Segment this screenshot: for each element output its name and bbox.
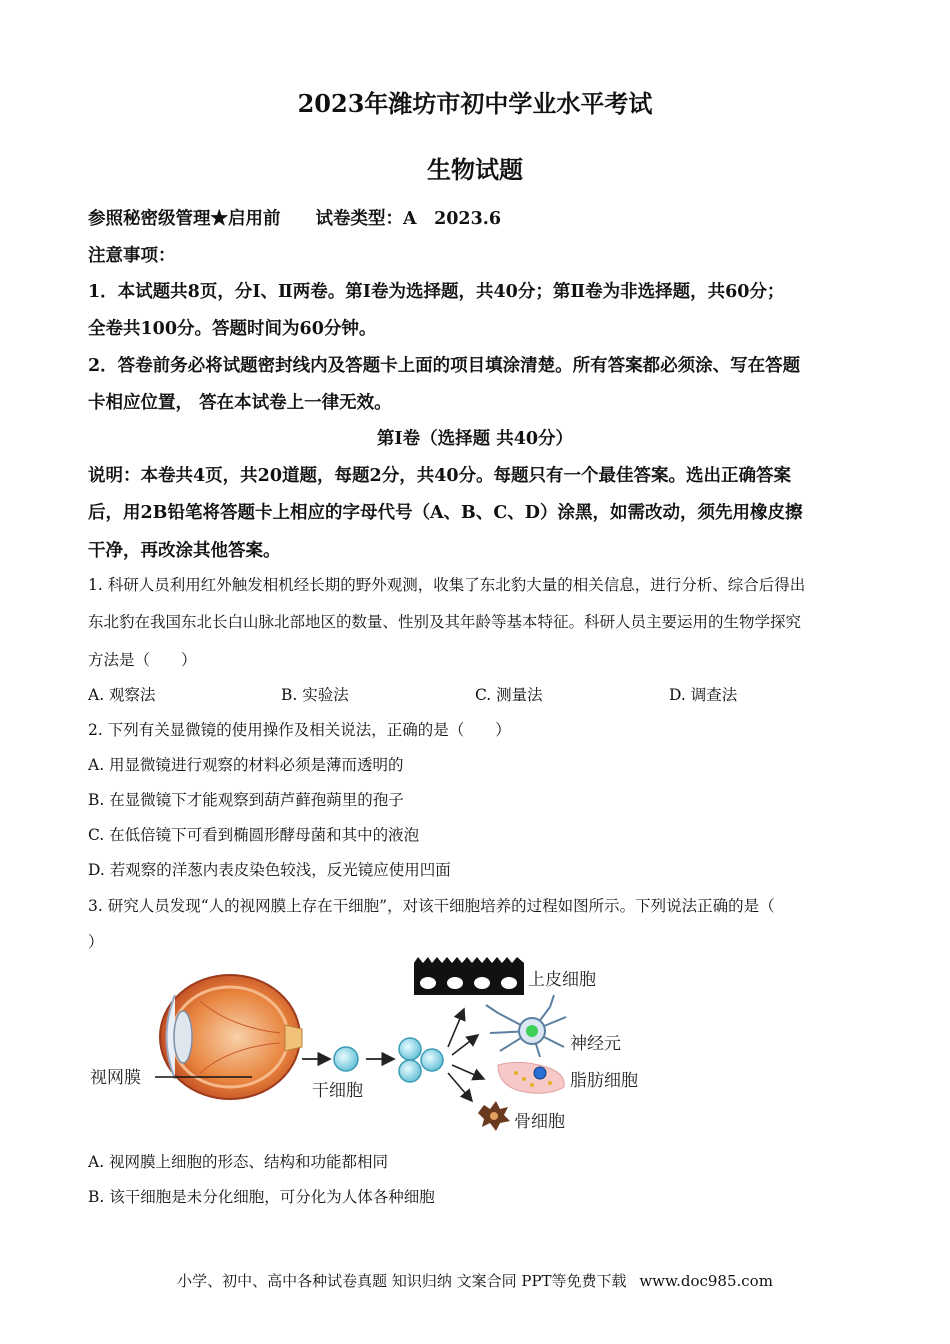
- q1-option-d: D. 调查法: [669, 686, 738, 704]
- section-desc-1: 说明：本卷共4页，共20道题，每题2分，共40分。每题只有一个最佳答案。选出正确答案: [88, 466, 792, 486]
- bone-cell-icon: [478, 1101, 510, 1131]
- q2-stem: 2. 下列有关显微镜的使用操作及相关说法，正确的是（ ）: [88, 721, 511, 739]
- q1-stem-2: 东北豹在我国东北长白山脉北部地区的数量、性别及其年龄等基本特征。科研人员主要运用的生物学探究: [88, 613, 802, 631]
- footer-site-link[interactable]: www.doc985.com: [639, 1272, 773, 1290]
- notice-heading: 注意事项：: [88, 246, 176, 266]
- q1-stem-1: 1. 科研人员利用红外触发相机经长期的野外观测，收集了东北豹大量的相关信息，进行分析、综合后得出: [88, 576, 806, 594]
- label-neuron: 神经元: [570, 1034, 621, 1054]
- label-retina: 视网膜: [90, 1068, 141, 1088]
- label-stem-cell: 干细胞: [312, 1081, 363, 1101]
- fat-cell-icon: [498, 1062, 564, 1093]
- exam-title: 2023年潍坊市初中学业水平考试: [297, 89, 653, 118]
- label-bone-cell: 骨细胞: [514, 1112, 565, 1132]
- page-footer: [0, 1270, 950, 1291]
- section-heading: 第Ⅰ卷（选择题 共40分）: [376, 429, 574, 449]
- notice-item-1: 1．本试题共8页，分Ⅰ、Ⅱ两卷。第Ⅰ卷为选择题，共40分；第Ⅱ卷为非选择题，共60分；: [88, 282, 785, 302]
- label-fat-cell: 脂肪细胞: [570, 1071, 638, 1091]
- q2-option-c: C. 在低倍镜下可看到椭圆形酵母菌和其中的液泡: [88, 826, 420, 844]
- notice-item-2: 2．答卷前务必将试题密封线内及答题卡上面的项目填涂清楚。所有答案都必须涂、写在答题: [88, 356, 801, 376]
- notice-item-1-cont: 全卷共100分。答题时间为60分钟。: [88, 319, 377, 339]
- label-epithelial: 上皮细胞: [528, 970, 596, 990]
- epithelial-cells-icon: [414, 957, 524, 995]
- q1-option-b: B. 实验法: [281, 686, 349, 704]
- footer-text: 小学、初中、高中各种试卷真题 知识归纳 文案合同 PPT等免费下载: [177, 1272, 627, 1290]
- q3-option-b: B. 该干细胞是未分化细胞，可分化为人体各种细胞: [88, 1188, 435, 1206]
- q2-option-b: B. 在显微镜下才能观察到葫芦藓孢蒴里的孢子: [88, 791, 404, 809]
- meta-line: 参照秘密级管理★启用前 试卷类型：A 2023.6: [88, 209, 502, 229]
- q2-option-a: A. 用显微镜进行观察的材料必须是薄而透明的: [88, 756, 404, 774]
- q3-stem-2: ）: [88, 933, 104, 951]
- q1-option-a: A. 观察法: [88, 686, 156, 704]
- q1-stem-3: 方法是（ ）: [88, 651, 197, 669]
- section-desc-3: 干净，再改涂其他答案。: [88, 541, 281, 561]
- cell-cluster-icon: [399, 1038, 443, 1082]
- stem-cell-diagram: [80, 955, 660, 1140]
- section-desc-2: 后，用2B铅笔将答题卡上相应的字母代号（A、B、C、D）涂黑，如需改动，须先用橡皮擦: [88, 503, 803, 523]
- q3-stem-1: 3. 研究人员发现“人的视网膜上存在干细胞”，对该干细胞培养的过程如图所示。下列说法正确的是（: [88, 897, 775, 915]
- eye-icon: [160, 975, 302, 1099]
- neuron-icon: [486, 995, 566, 1057]
- notice-item-2-cont: 卡相应位置， 答在本试卷上一律无效。: [88, 393, 392, 413]
- q2-option-d: D. 若观察的洋葱内表皮染色较浅，反光镜应使用凹面: [88, 861, 451, 879]
- q3-option-a: A. 视网膜上细胞的形态、结构和功能都相同: [88, 1153, 389, 1171]
- subject-title: 生物试题: [427, 155, 523, 184]
- stem-cell-icon: [334, 1047, 358, 1071]
- q1-option-c: C. 测量法: [475, 686, 543, 704]
